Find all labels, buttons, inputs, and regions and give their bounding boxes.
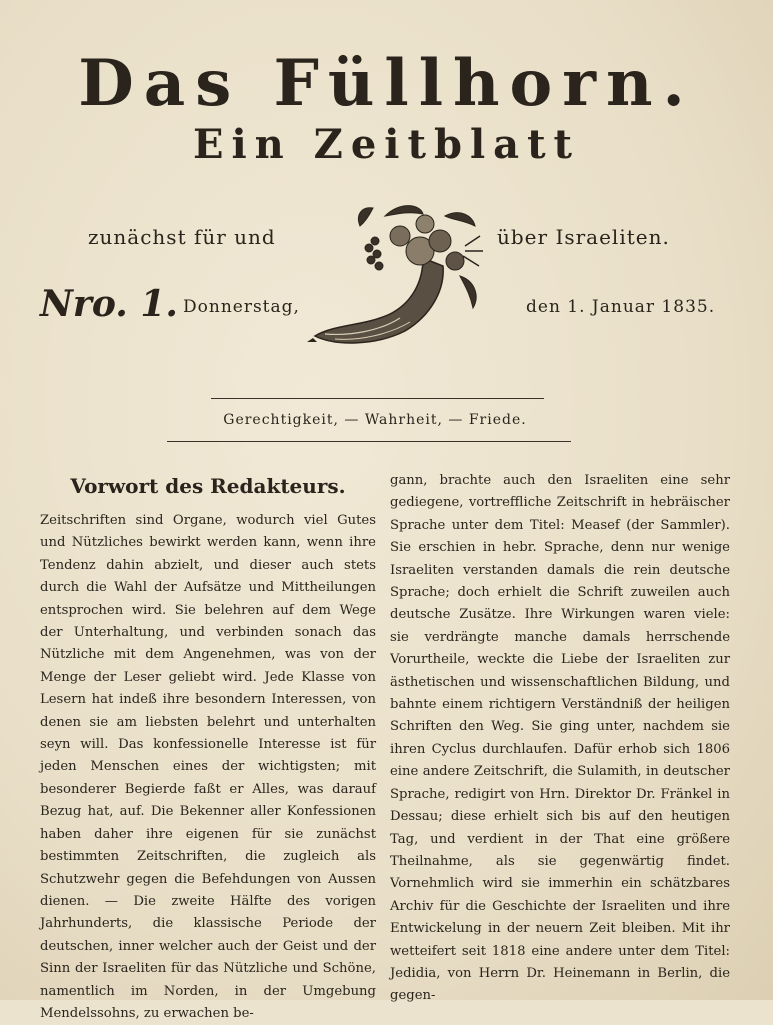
motto: Gerechtigkeit, — Wahrheit, — Friede. <box>223 412 527 428</box>
divider-bottom <box>167 441 571 442</box>
article-heading: Vorwort des Redakteurs. <box>70 474 346 498</box>
issue-number: Nro. 1. <box>40 283 178 325</box>
article-column-right <box>390 470 730 1008</box>
tagline-left: zunächst für und <box>88 225 276 249</box>
cornucopia-icon <box>305 196 485 361</box>
newspaper-title: Das Füllhorn. <box>78 46 695 121</box>
article-text-left: Zeitschriften sind Organe, wodurch viel Gutes und Nützliches bewirkt werden kann, wenn ihre Tendenz dahin abzielt, und dieser auch stets durch die Wahl der Aufsätze und Mittheilungen entsprochen wird. Sie belehren auf dem Wege der Unterhaltung, und verbinden sonach das Nützliche mit dem Angenehmen, was von der Menge der Leser geliebt wird. Jede Klasse von Lesern hat indeß ihre besondern Interessen, von denen sie am liebsten belehrt und unterhalten seyn will. Das konfessionelle Interesse ist für jeden Menschen eines der wichtigsten; mit besonderer Begierde faßt er Alles, was darauf Bezug hat, auf. Die Bekenner aller Konfessionen haben daher ihre eigenen für sie zunächst bestimmten Zeitschriften, die zugleich als Schutzwehr gegen die Befehdungen von Aussen dienen. — Die zweite Hälfte des vorigen Jahrhunderts, die klassische Periode der deutschen, inner welcher auch der Geist und der Sinn der Israeliten für das Nützliche und Schöne, namentlich im Norden, in der Umgebung Mendelssohns, zu erwachen be- <box>40 513 376 1021</box>
article-text-right: gann, brachte auch den Israeliten eine sehr gediegene, vortreffliche Zeitschrift in hebräischer Sprache unter dem Titel: Measef (der Sammler). Sie erschien in hebr. Sprache, denn nur wenige Israeliten verstanden damals die rein deutsche Sprache; doch erhielt die Schrift zuweilen auch deutsche Zusätze. Ihre Wirkungen waren viele: sie verdrängte manche damals herrschende Vorurtheile, weckte die Liebe der Israeliten zur ästhetischen und wissenschaftlichen Bildung, und bahnte einem richtigern Verständniß der heiligen Schriften den Weg. Sie ging unter, nachdem sie ihren Cyclus durchlaufen. Dafür erhob sich 1806 eine andere Zeitschrift, die Sulamith, in deutscher Sprache, redigirt von Hrn. Direktor Dr. Fränkel in Dessau; diese erhielt sich bis auf den heutigen Tag, und verdient in der That eine größere Theilnahme, als sie gegenwärtig findet. Vornehmlich wird sie immerhin ein schätzbares Archiv für die Geschichte der Israeliten und ihre Entwickelung in der neuern Zeit bleiben. Mit ihr wetteifert seit 1818 eine andere unter dem Titel: Jedidia, von Herrn Dr. Heinemann in Berlin, die gegen- <box>390 473 730 1004</box>
tagline-right: über Israeliten. <box>497 225 670 249</box>
issue-date: den 1. Januar 1835. <box>526 297 716 317</box>
issue-day: Donnerstag, <box>183 297 300 317</box>
masthead <box>0 48 773 170</box>
newspaper-subtitle: Ein Zeitblatt <box>192 121 581 168</box>
divider-top <box>211 398 544 399</box>
article-column-left <box>40 470 376 1025</box>
